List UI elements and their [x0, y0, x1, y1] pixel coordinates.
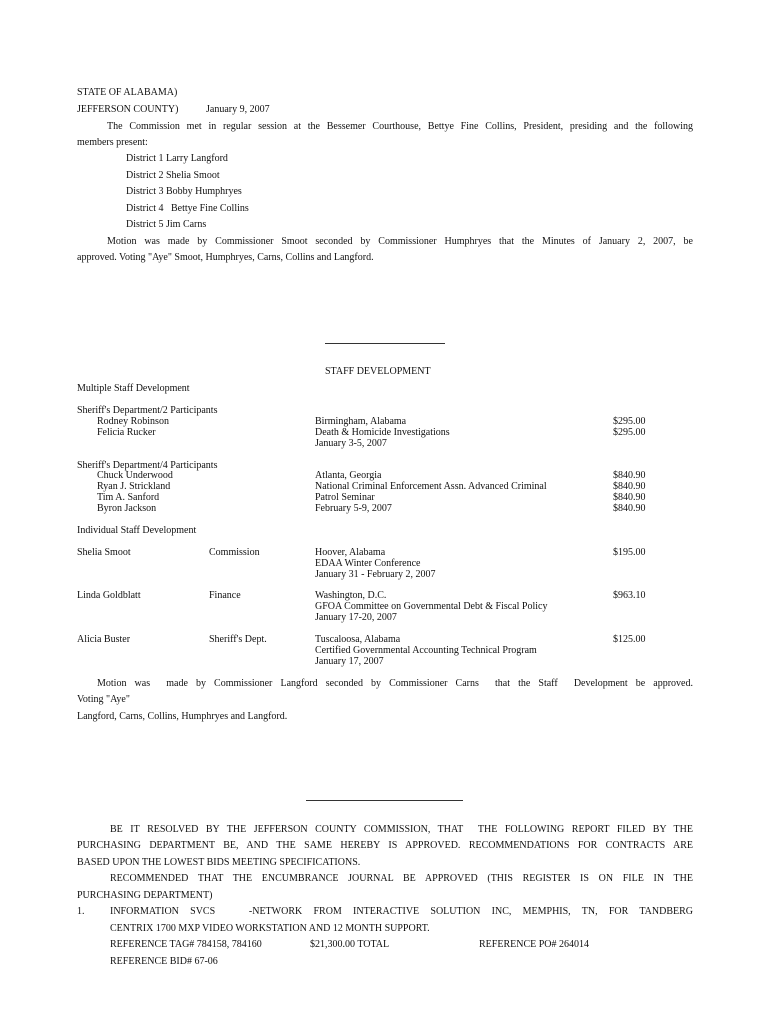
amount: $840.90: [613, 470, 646, 481]
training-event: National Criminal Enforcement Assn. Advanced Criminal: [315, 481, 547, 492]
training-location: Hoover, Alabama: [315, 547, 386, 558]
member-district-4: District 4 Bettye Fine Collins: [126, 203, 249, 214]
participant-name: Ryan J. Strickland: [97, 481, 171, 492]
individual-department: Commission: [209, 547, 260, 558]
staff-motion-line-1: Motion was made by Commissioner Langford seconded by Commissioner Carns that the Staff Development be approved.: [97, 678, 693, 689]
meeting-date: January 9, 2007: [206, 104, 270, 115]
participant-name: Rodney Robinson: [97, 416, 169, 427]
participant-name: Felicia Rucker: [97, 427, 156, 438]
reference-tag: REFERENCE TAG# 784158, 784160: [110, 939, 262, 950]
training-dates: January 3-5, 2007: [315, 438, 387, 449]
individual-department: Finance: [209, 590, 241, 601]
amount: $295.00: [613, 416, 646, 427]
resolution-line-5: PURCHASING DEPARTMENT): [77, 890, 213, 901]
training-dates: January 31 - February 2, 2007: [315, 569, 436, 580]
item-number: 1.: [77, 906, 85, 917]
training-event: Certified Governmental Accounting Technical Program: [315, 645, 537, 656]
training-location: Washington, D.C.: [315, 590, 387, 601]
group2-department: Sheriff's Department/4 Participants: [77, 460, 218, 471]
reference-po: REFERENCE PO# 264014: [479, 939, 590, 950]
staff-development-heading: STAFF DEVELOPMENT: [325, 366, 431, 377]
county-header: JEFFERSON COUNTY): [77, 104, 179, 115]
staff-motion-line-3: Langford, Carns, Collins, Humphryes and Langford.: [77, 711, 288, 722]
individual-department: Sheriff's Dept.: [209, 634, 267, 645]
resolution-line-2: PURCHASING DEPARTMENT BE, AND THE SAME HEREBY IS APPROVED. RECOMMENDATIONS FOR CONTRACTS ARE: [77, 840, 693, 851]
amount: $195.00: [613, 547, 646, 558]
reference-bid: REFERENCE BID# 67-06: [110, 956, 218, 967]
individual-staff-heading: Individual Staff Development: [77, 525, 197, 536]
resolution-line-4: RECOMMENDED THAT THE ENCUMBRANCE JOURNAL BE APPROVED (THIS REGISTER IS ON FILE IN THE: [110, 873, 693, 884]
item1-line-1: INFORMATION SVCS -NETWORK FROM INTERACTIVE SOLUTION INC, MEMPHIS, TN, FOR TANDBERG: [110, 906, 693, 917]
amount: $840.90: [613, 503, 646, 514]
amount: $125.00: [613, 634, 646, 645]
intro-line-1: The Commission met in regular session at the Bessemer Courthouse, Bettye Fine Collins, President, presiding and the following: [107, 121, 693, 132]
item-total: $21,300.00 TOTAL: [310, 939, 390, 950]
member-district-1: District 1 Larry Langford: [126, 153, 228, 164]
resolution-line-3: BASED UPON THE LOWEST BIDS MEETING SPECIFICATIONS.: [77, 857, 361, 868]
amount: $840.90: [613, 492, 646, 503]
training-dates: January 17-20, 2007: [315, 612, 397, 623]
training-dates: February 5-9, 2007: [315, 503, 392, 514]
intro-line-2: members present:: [77, 137, 148, 148]
training-event: GFOA Committee on Governmental Debt & Fiscal Policy: [315, 601, 548, 612]
individual-name: Shelia Smoot: [77, 547, 131, 558]
training-location: Atlanta, Georgia: [315, 470, 382, 481]
participant-name: Byron Jackson: [97, 503, 157, 514]
group1-department: Sheriff's Department/2 Participants: [77, 405, 218, 416]
training-event: Patrol Seminar: [315, 492, 375, 503]
member-district-5: District 5 Jim Carns: [126, 219, 207, 230]
section-divider: [306, 800, 463, 801]
multiple-staff-heading: Multiple Staff Development: [77, 383, 190, 394]
training-location: Tuscaloosa, Alabama: [315, 634, 401, 645]
amount: $840.90: [613, 481, 646, 492]
resolution-line-1: BE IT RESOLVED BY THE JEFFERSON COUNTY COMMISSION, THAT THE FOLLOWING REPORT FILED BY THE: [110, 824, 693, 835]
amount: $963.10: [613, 590, 646, 601]
staff-motion-line-2: Voting "Aye": [77, 694, 130, 705]
item1-line-2: CENTRIX 1700 MXP VIDEO WORKSTATION AND 12 MONTH SUPPORT.: [110, 923, 430, 934]
amount: $295.00: [613, 427, 646, 438]
minutes-motion-line-1: Motion was made by Commissioner Smoot seconded by Commissioner Humphryes that the Minutes of January 2, 2007, be: [107, 236, 693, 247]
member-district-3: District 3 Bobby Humphryes: [126, 186, 242, 197]
state-header: STATE OF ALABAMA): [77, 87, 178, 98]
training-dates: January 17, 2007: [315, 656, 384, 667]
training-event: Death & Homicide Investigations: [315, 427, 450, 438]
member-district-2: District 2 Shelia Smoot: [126, 170, 220, 181]
participant-name: Chuck Underwood: [97, 470, 173, 481]
participant-name: Tim A. Sanford: [97, 492, 160, 503]
individual-name: Linda Goldblatt: [77, 590, 141, 601]
training-event: EDAA Winter Conference: [315, 558, 421, 569]
section-divider: [325, 343, 445, 344]
minutes-motion-line-2: approved. Voting "Aye" Smoot, Humphryes, Carns, Collins and Langford.: [77, 252, 374, 263]
training-location: Birmingham, Alabama: [315, 416, 407, 427]
individual-name: Alicia Buster: [77, 634, 131, 645]
